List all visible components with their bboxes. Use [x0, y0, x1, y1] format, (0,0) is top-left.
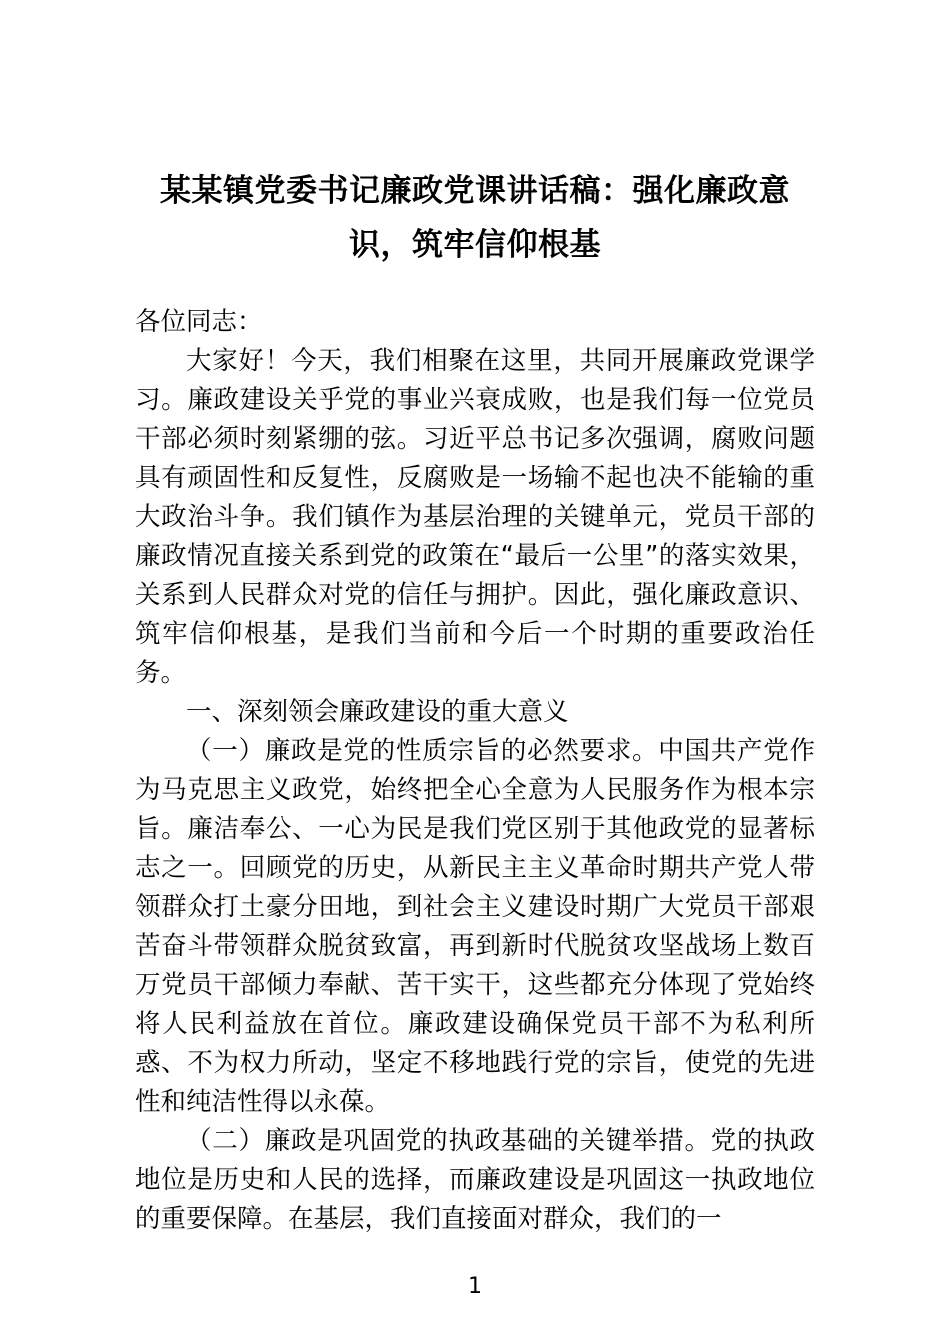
paragraph-2: （一）廉政是党的性质宗旨的必然要求。中国共产党作为马克思主义政党，始终把全心全意为人民服务作为根本宗旨。廉洁奉公、一心为民是我们党区别于其他政党的显著标志之一。回顾党的历史，从新民主主义革命时期共产党人带领群众打土豪分田地，到社会主义建设时期广大党员干部艰苦奋斗带领群众脱贫致富，再到新时代脱贫攻坚战场上数百万党员干部倾力奉献、苦干实干，这些都充分体现了党始终将人民利益放在首位。廉政建设确保党员干部不为私利所惑、不为权力所动，坚定不移地践行党的宗旨，使党的先进性和纯洁性得以永葆。	[135, 735, 815, 1117]
salutation: 各位同志：	[135, 306, 263, 337]
document-body	[135, 303, 815, 1239]
page-number: 1	[468, 1274, 482, 1299]
paragraph-1: 大家好！今天，我们相聚在这里，共同开展廉政党课学习。廉政建设关乎党的事业兴衰成败，也是我们每一位党员干部必须时刻紧绷的弦。习近平总书记多次强调，腐败问题具有顽固性和反复性，反腐败是一场输不起也决不能输的重大政治斗争。我们镇作为基层治理的关键单元，党员干部的廉政情况直接关系到党的政策在“最后一公里”的落实效果，关系到人民群众对党的信任与拥护。因此，强化廉政意识、筑牢信仰根基，是我们当前和今后一个时期的重要政治任务。	[135, 345, 815, 688]
section-heading-1: 一、深刻领会廉政建设的重大意义	[186, 696, 569, 727]
page-title: 某某镇党委书记廉政党课讲话稿：强化廉政意识，筑牢信仰根基	[160, 173, 790, 264]
paragraph-3: （二）廉政是巩固党的执政基础的关键举措。党的执政地位是历史和人民的选择，而廉政建设是巩固这一执政地位的重要保障。在基层，我们直接面对群众，我们的一	[135, 1125, 815, 1234]
